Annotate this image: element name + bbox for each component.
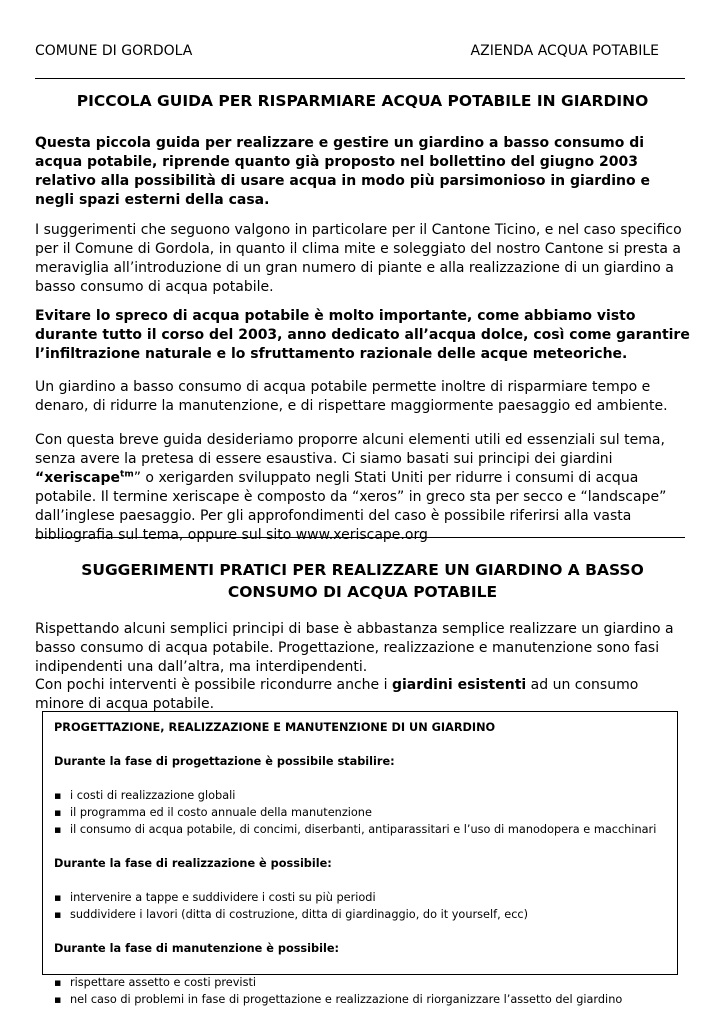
existing-text-1: Con pochi interventi è possibile ricondurre anche i — [35, 677, 392, 693]
box-title: PROGETTAZIONE, REALIZZAZIONE E MANUTENZIONE DI UN GIARDINO — [54, 721, 496, 734]
paragraph-existing-gardens — [35, 676, 690, 714]
list-item: ▪ nel caso di problemi in fase di progettazione e realizzazione di riorganizzare l’assetto del giardino — [54, 991, 669, 1008]
list-item: ▪ rispettare assetto e costi previsti — [54, 974, 669, 991]
box-list-realization — [54, 889, 669, 923]
xeriscape-text-2: o xerigarden sviluppato negli Stati Uniti per ridurre i consumi di acqua potabile. Il termine xeriscape è composto da “xeros” in greco sta per secco e “landscape” dall’inglese paesaggio. Per gli approfondimenti del caso è possibile riferirsi alla vasta bibliografia sul tema, oppure sul sito www.xeriscape.org — [35, 470, 667, 543]
paragraph-benefits: Un giardino a basso consumo di acqua potabile permette inoltre di risparmiare tempo e denaro, di ridurre la manutenzione, e di rispettare maggiormente paesaggio ed ambiente. — [35, 379, 668, 414]
box-heading-realization: Durante la fase di realizzazione è possibile: — [54, 857, 332, 870]
box-heading-design: Durante la fase di progettazione è possibile stabilire: — [54, 755, 395, 768]
list-item: ▪ il programma ed il costo annuale della manutenzione — [54, 804, 669, 821]
list-item: ▪ suddividere i lavori (ditta di costruzione, ditta di giardinaggio, do it yourself, ecc) — [54, 906, 669, 923]
paragraph-xeriscape — [35, 431, 690, 545]
box-heading-maintenance: Durante la fase di manutenzione è possibile: — [54, 942, 340, 955]
box-list-maintenance — [54, 974, 669, 1008]
quote-close: ” — [133, 470, 141, 486]
section-title-line-2: CONSUMO DI ACQUA POTABILE — [227, 583, 498, 601]
trademark-sup: tm — [120, 469, 134, 480]
section-title-line-1: SUGGERIMENTI PRATICI PER REALIZZARE UN GIARDINO A BASSO — [81, 561, 644, 579]
paragraph-canton: I suggerimenti che seguono valgono in particolare per il Cantone Ticino, e nel caso specifico per il Comune di Gordola, in quanto il clima mite e soleggiato del nostro Cantone si presta a meraviglia all’introduzione di un gran numero di piante e alla realizzazione di un giardino a basso consumo di acqua potabile. — [35, 222, 682, 295]
xeriscape-term: xeriscape — [44, 470, 121, 486]
section-title — [35, 559, 690, 603]
existing-bold: giardini esistenti — [391, 677, 527, 693]
list-item: ▪ i costi di realizzazione globali — [54, 787, 669, 804]
intro-paragraph: Questa piccola guida per realizzare e gestire un giardino a basso consumo di acqua potabile, riprende quanto già proposto nel bollettino del giugno 2003 relativo alla possibilità di usare acqua in modo più parsimonioso in giardino e negli spazi esterni della casa. — [35, 135, 650, 208]
header-left: COMUNE DI GORDOLA — [35, 43, 193, 59]
page-title: PICCOLA GUIDA PER RISPARMIARE ACQUA POTABILE IN GIARDINO — [76, 92, 649, 110]
xeriscape-text-1: Con questa breve guida desideriamo proporre alcuni elementi utili ed essenziali sul tema, senza avere la pretesa di essere esaustiva. Ci siamo basati sui principi dei giardini — [35, 432, 665, 467]
section-divider — [35, 537, 685, 538]
paragraph-waste: Evitare lo spreco di acqua potabile è molto importante, come abbiamo visto durante tutto il corso del 2003, anno dedicato all’acqua dolce, così come garantire l’infiltrazione naturale e lo sfruttamento razionale delle acque meteoriche. — [35, 308, 690, 362]
existing-text-2: ad un consumo minore di acqua potabile. — [35, 677, 639, 712]
box-list-design — [54, 787, 669, 838]
list-item: ▪ il consumo di acqua potabile, di concimi, diserbanti, antiparassitari e l’uso di manodopera e macchinari — [54, 821, 669, 838]
quote-open: “ — [35, 470, 45, 486]
header-divider — [35, 78, 685, 79]
paragraph-principles: Rispettando alcuni semplici principi di base è abbastanza semplice realizzare un giardino a basso consumo di acqua potabile. Progettazione, realizzazione e manutenzione sono fasi indipendenti una dall’altra, ma interdipendenti. — [35, 621, 674, 675]
header-right: AZIENDA ACQUA POTABILE — [470, 43, 659, 59]
list-item: ▪ intervenire a tappe e suddividere i costi su più periodi — [54, 889, 669, 906]
info-box — [42, 711, 678, 1006]
